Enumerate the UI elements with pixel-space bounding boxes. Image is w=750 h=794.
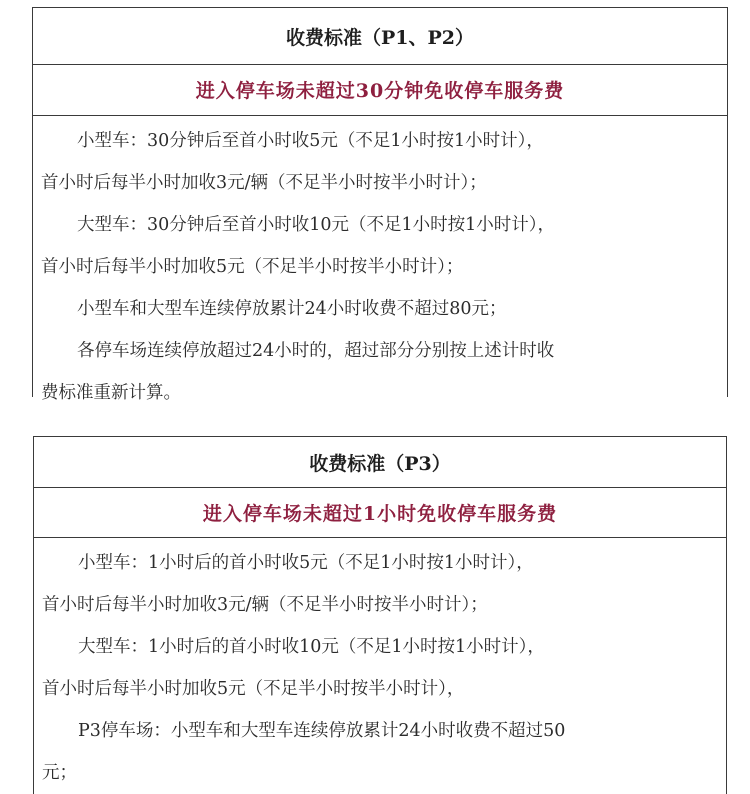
- fee-table-p1-p2-free-period: 进入停车场未超过30分钟免收停车服务费: [33, 65, 727, 116]
- fee-rule-line: 首小时后每半小时加收3元/辆（不足半小时按半小时计）；: [42, 595, 488, 615]
- fee-table-p3-body: [34, 538, 726, 794]
- fee-rule-line: 元；: [42, 763, 77, 783]
- fee-rule-line: P3停车场：小型车和大型车连续停放累计24小时收费不超过50: [78, 721, 566, 741]
- fee-rule-line: 大型车：1小时后的首小时收10元（不足1小时按1小时计），: [78, 637, 545, 657]
- fee-rule-line: 首小时后每半小时加收5元（不足半小时按半小时计）；: [41, 257, 464, 277]
- fee-table-p1-p2-body: [33, 116, 727, 414]
- fee-rule-line: 各停车场连续停放超过24小时的，超过部分分别按上述计时收: [77, 341, 555, 361]
- fee-rule-line: 大型车：30分钟后至首小时收10元（不足1小时按1小时计），: [77, 215, 556, 235]
- fee-table-p1-p2: [32, 7, 728, 403]
- fee-table-p3-title: 收费标准（P3）: [34, 437, 726, 488]
- fee-rule-line: 小型车和大型车连续停放累计24小时收费不超过80元；: [77, 299, 507, 319]
- fee-rule-line: 首小时后每半小时加收5元（不足半小时按半小时计），: [42, 679, 465, 699]
- fee-table-p3-free-period: 进入停车场未超过1小时免收停车服务费: [34, 488, 726, 538]
- fee-rule-line: 小型车：1小时后的首小时收5元（不足1小时按1小时计），: [78, 553, 534, 573]
- fee-rule-line: 首小时后每半小时加收3元/辆（不足半小时按半小时计）；: [41, 173, 487, 193]
- fee-table-p3: [33, 436, 727, 794]
- fee-table-p1-p2-title: 收费标准（P1、P2）: [33, 8, 727, 65]
- fee-rule-line: 费标准重新计算。: [41, 383, 181, 403]
- fee-rule-line: 小型车：30分钟后至首小时收5元（不足1小时按1小时计），: [77, 131, 544, 151]
